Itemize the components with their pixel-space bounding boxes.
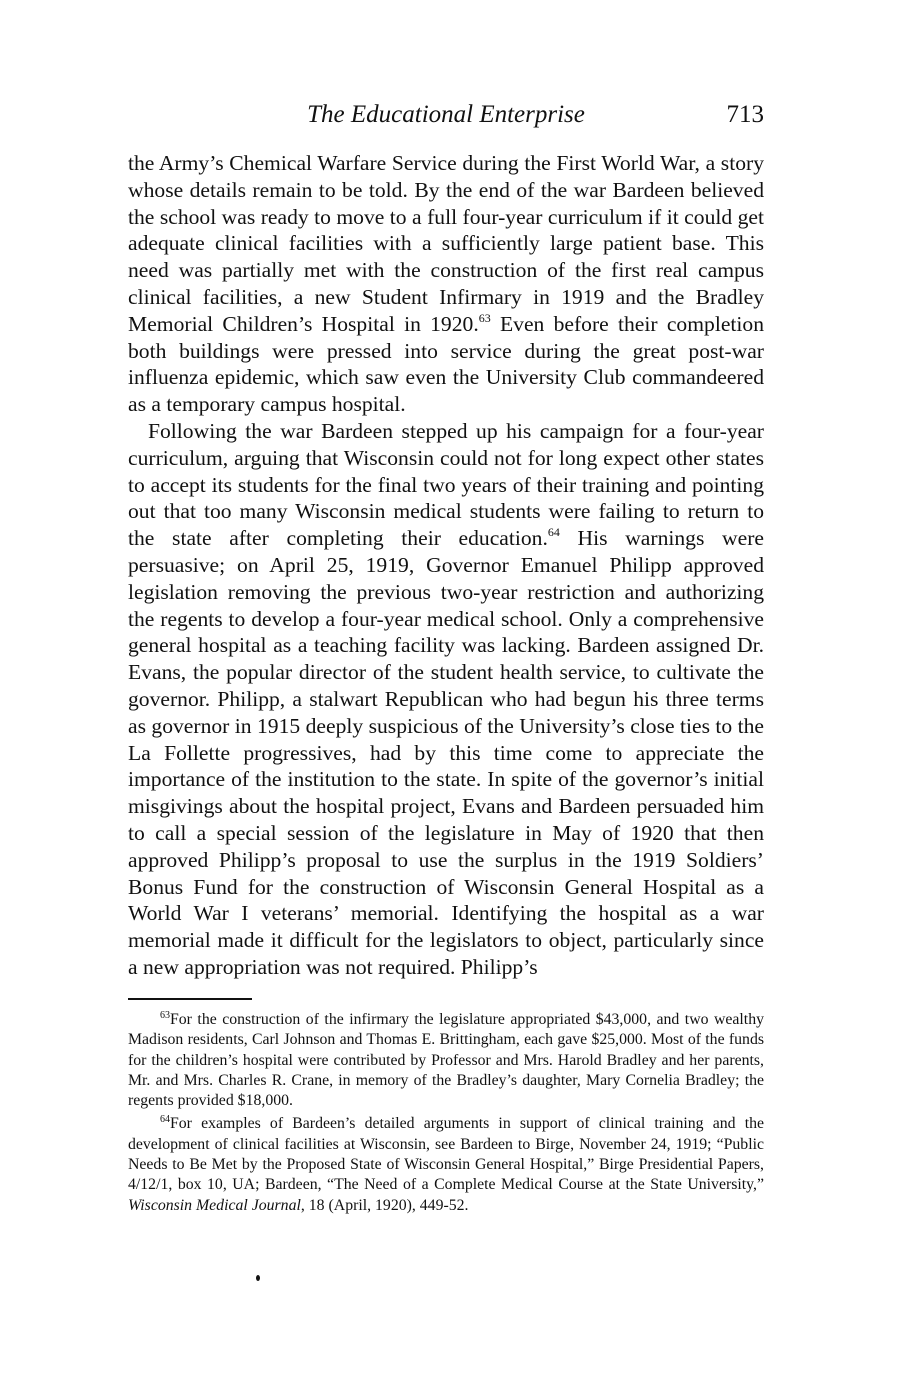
paragraph-1-text-b: Even before their completion both buildings were pressed into service during the great post-war influenza epidemic, which saw even the University Club commandeered as a temporary campus hospital. xyxy=(128,311,764,417)
paragraph-2 xyxy=(128,418,764,981)
footnote-64-journal-title: Wisconsin Medical Journal xyxy=(128,1196,301,1214)
paragraph-2-text-b: His warnings were persuasive; on April 25, 1919, Governor Emanuel Philipp approved legislation removing the previous two-year restriction and authorizing the regents to develop a four-year medical school. Only a comprehensive general hospital as a teaching facility was lacking. Bardeen assigned Dr. Evans, the popular director of the student health service, to cultivate the governor. Philipp, a stalwart Republican who had begun his three terms as governor in 1915 deeply suspicious of the University’s close ties to the La Follette progressives, had by this time come to appreciate the importance of the institution to the state. In spite of the governor’s initial misgivings about the hospital project, Evans and Bardeen persuaded him to call a special session of the legislature in May of 1920 that then approved Philipp’s proposal to use the surplus in the 1919 Soldiers’ Bonus Fund for the construction of Wisconsin General Hospital as a World War I veterans’ memorial. Identifying the hospital as a war memorial made it difficult for the legislators to object, particularly since a new appropriation was not required. Philipp’s xyxy=(128,526,764,979)
body-text xyxy=(128,150,764,981)
footnote-64 xyxy=(128,1114,764,1215)
paragraph-1-text-a: the Army’s Chemical Warfare Service during the First World War, a story whose details remain to be told. By the end of the war Bardeen believed the school was ready to move to a full four-year curriculum if it could get adequate clinical facilities with a sufficiently large patient base. This need was partially met with the construction of the first real campus clinical facilities, a new Student Infirmary in 1919 and the Bradley Memorial Children’s Hospital in 1920. xyxy=(128,151,764,336)
footnote-64-mark: 64 xyxy=(160,1114,170,1126)
stray-mark xyxy=(256,1275,260,1281)
footnote-divider xyxy=(128,998,252,1000)
paragraph-1 xyxy=(128,150,764,418)
footnote-ref-63: 63 xyxy=(478,310,491,325)
footnote-64-text-a: For examples of Bardeen’s detailed arguments in support of clinical training and the development of clinical facilities at Wisconsin, see Bardeen to Birge, November 24, 1919; “Public Needs to Be Met by the Proposed State of Wisconsin General Hospital,” Birge Presidential Papers, 4/12/1, box 10, UA; Bardeen, “The Need of a Complete Medical Course at the State University,” xyxy=(128,1115,764,1194)
footnote-63-mark: 63 xyxy=(160,1010,170,1021)
paragraph-2-text-a: Following the war Bardeen stepped up his campaign for a four-year curriculum, arguing that Wisconsin could not for long expect other states to accept its students for the final two years of their training and pointing out that too many Wisconsin medical students were failing to return to the state after completing their education. xyxy=(128,418,764,551)
footnote-63-text: For the construction of the infirmary the legislature appropriated $43,000, and two wealthy Madison residents, Carl Johnson and Thomas E. Brittingham, each gave $25,000. Most of the funds for the children’s hospital were contributed by Professor and Mrs. Harold Bradley and her parents, Mr. and Mrs. Charles R. Crane, in memory of the Bradley’s daughter, Mary Cornelia Bradley; the regents provided $18,000. xyxy=(128,1011,764,1110)
running-head: The Educational Enterprise xyxy=(307,101,585,128)
footnote-64-text-b: , 18 (April, 1920), 449-52. xyxy=(300,1196,469,1214)
footnotes xyxy=(128,1010,764,1219)
page-header xyxy=(128,100,764,132)
footnote-63 xyxy=(128,1010,764,1111)
footnote-ref-64: 64 xyxy=(547,525,560,540)
page-number: 713 xyxy=(726,101,764,128)
